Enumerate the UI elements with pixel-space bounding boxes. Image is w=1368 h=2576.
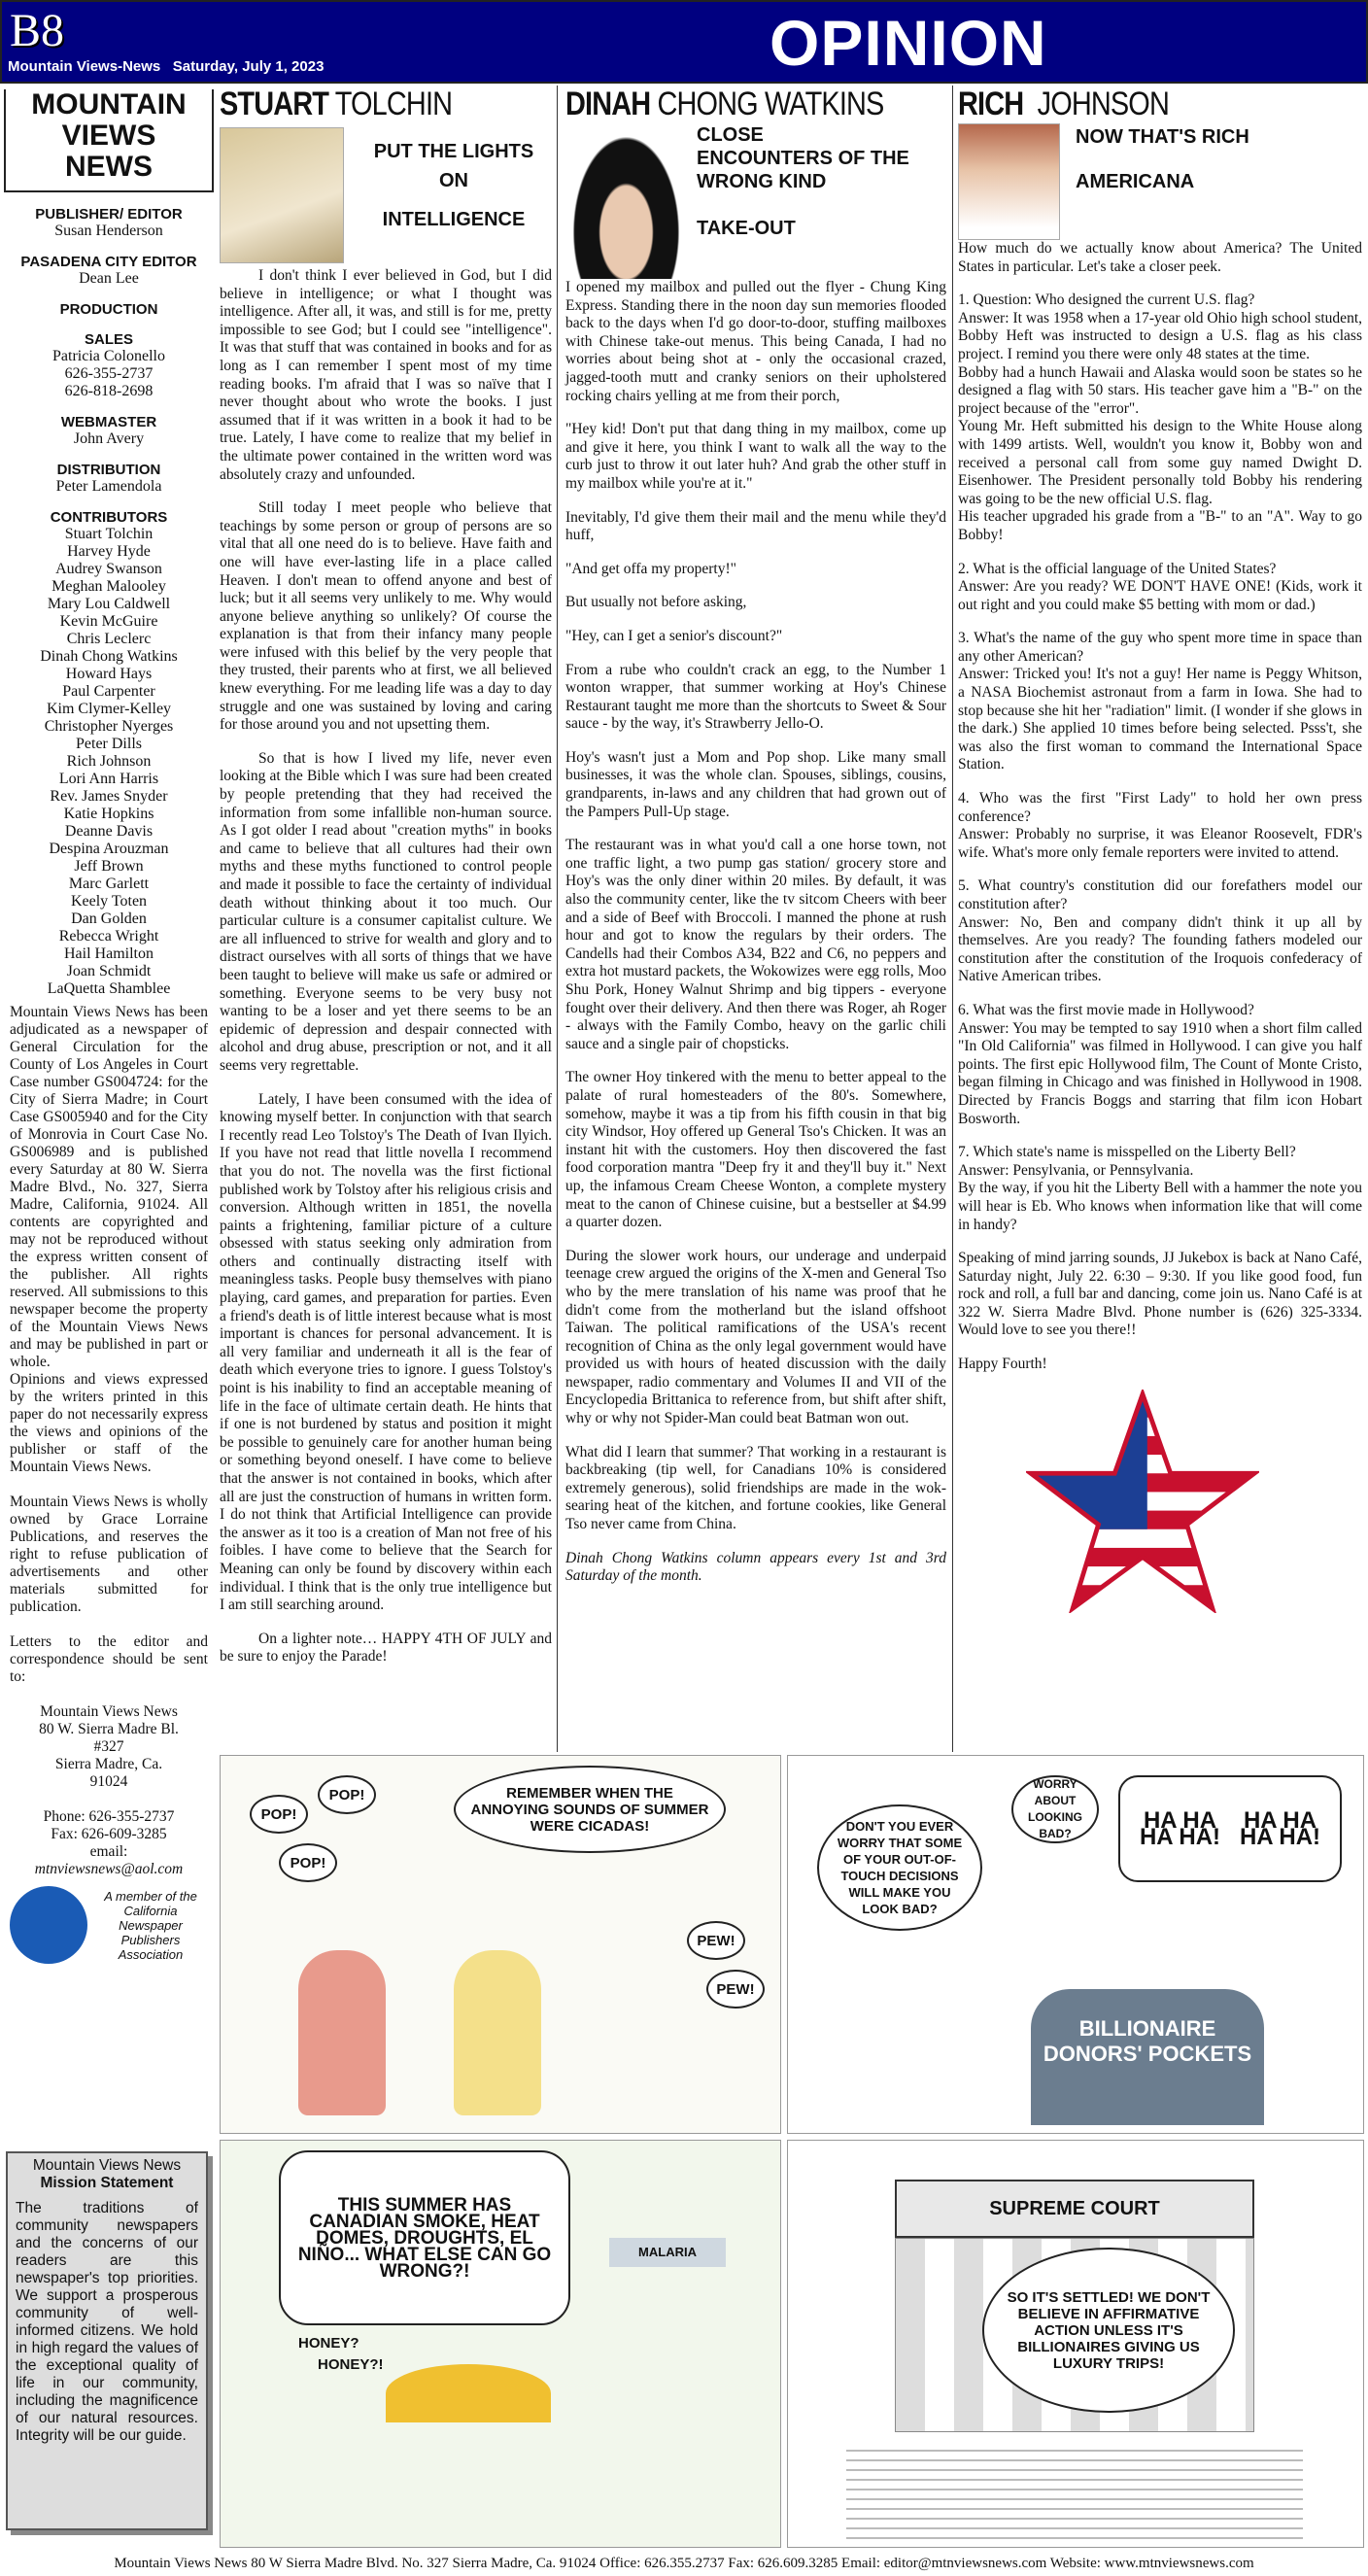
article-paragraph: 3. What's the name of the guy who spent more time in space than any other American? Answer: Tricked you! It's not a guy! Her name is Peggy Whitson, a NASA Biochemist astronaut from a farm in Iowa. She had to stop because she hit her "radiation" limit. (I wonder if she glows in the dark.) She applied 10 times before being selected. Psss't, she was also the first woman to command the International Space Station.: [958, 630, 1362, 773]
headline: PUT THE LIGHTS ON INTELLIGENCE: [373, 141, 534, 230]
masthead-title: [4, 89, 214, 192]
article-paragraph: I don't think I ever believed in God, but I did believe in intelligence; or what I thought was intelligence. After all, it was, and still is for me, pretty impossible to see God; but I could see "intelligence". It was that stuff that was contained in books and for as long as I can remember I spent most of my time reading books. I'm afraid that I was so naïve that I never thought about who wrote the books. I just assumed that if it was written in a book it had to be true. Lately, I have come to realize that my belief in the ultimate power contained in the written word was absolutely crazy and unfounded.: [220, 267, 552, 483]
sound-effect: PEW!: [687, 1921, 745, 1960]
cartoon-cicadas: [220, 1755, 781, 2134]
article-paragraph: How much do we actually know about America? The United States in particular. Let's take a closer peek.: [958, 240, 1362, 275]
dateline: [8, 58, 324, 75]
phone: Phone: 626-355-2737: [43, 1808, 175, 1825]
staff-names: Stuart Tolchin Harvey Hyde Audrey Swanson Meghan Malooley Mary Lou Caldwell Kevin McGuire Chris Leclerc Dinah Chong Watkins Howard Hays Paul Carpenter Kim Clymer-Kelley Christopher Nyerges Peter Dills Rich Johnson Lori Ann Harris Rev. James Snyder Katie Hopkins Deanne Davis Despina Arouzman Jeff Brown Marc Garlett Keely Toten Dan Golden Rebecca Wright Hail Hamilton Joan Schmidt LaQuetta Shamblee: [40, 526, 178, 997]
sound-effect: PEW!: [706, 1970, 765, 2009]
mailing-address: Mountain Views News 80 W. Sierra Madre Bl. #327 Sierra Madre, Ca. 91024: [39, 1703, 179, 1790]
article-paragraph: 4. Who was the first "First Lady" to hold her own press conference? Answer: Probably no surprise, it was Eleanor Roosevelt, FDR's wife. What's more only female reporters were invited to attend.: [958, 790, 1362, 861]
mission-statement: [6, 2151, 208, 2530]
cnpa-text: A member of the California Newspaper Publishers Association: [104, 1888, 197, 1962]
column-divider: [557, 86, 558, 1752]
article-body: [565, 279, 946, 1534]
page-footer: Mountain Views News 80 W Sierra Madre Blvd. No. 327 Sierra Madre, Ca. 91024 Office: 626.355.2737 Fax: 626.609.3285 Email: editor@mtnviewsnews.com Website: www.mtnviewsnews.com: [114, 2556, 1254, 2571]
author-photo: [220, 127, 344, 263]
article-paragraph: What did I learn that summer? That working in a restaurant is backbreaking (tip well, for Canadians 10% is considered extremely generous), solid friendships are made in the wok-searing heat of the kitchen, and fortune cookies, like General Tso never came from China.: [565, 1443, 946, 1533]
article-paragraph: "Hey, can I get a senior's discount?": [565, 627, 783, 644]
cartoon-summer-disasters: [220, 2140, 781, 2548]
masthead-sidebar: [4, 84, 214, 2547]
byline: DINAH CHONG WATKINS: [565, 86, 884, 122]
email-link[interactable]: mtnviewsnews@aol.com: [34, 1861, 184, 1877]
legal-notice: [4, 998, 214, 1970]
subhead: TAKE-OUT: [697, 218, 796, 239]
article-paragraph: Happy Fourth!: [958, 1356, 1047, 1373]
article-paragraph: 6. What was the first movie made in Hollywood? Answer: You may be tempted to say 1910 when a short film called "In Old California" was filmed in Hollywood. I can give you half points. The first epic Hollywood film, The Count of Monte Cristo, began filming in Chicago and was finished in Hollywood in 1908. Directed by Francis Boggs and starring that film icon Hobart Bosworth.: [958, 1001, 1362, 1127]
staff-names: Patricia Colonello 626-355-2737 626-818-2698: [52, 348, 165, 399]
mission-heading: Mission Statement: [40, 2175, 174, 2191]
letters-text: Letters to the editor and correspondence should be sent to:: [10, 1633, 208, 1685]
masthead-line: VIEWS: [61, 120, 156, 152]
staff-role: WEBMASTER: [60, 414, 157, 430]
staff-names: Susan Henderson: [54, 223, 163, 239]
article-paragraph: Speaking of mind jarring sounds, JJ Jukebox is back at Nano Café, Saturday night, July 22. 6:30 – 9:30. If you like good food, fun rock and roll, a full bar and dancing, come join us. Nano Café is at 322 W. Sierra Madre Blvd. Phone number is (626) 325-3334. Would love to see you there!!: [958, 1250, 1362, 1339]
article-paragraph: 1. Question: Who designed the current U.S. flag? Answer: It was 1958 when a 17-year old Ohio high school student, Bobby Heft was instructed to design a U.S. flag as his class project. I remind you there were only 48 states at the time. Bobby had a hunch Hawaii and Alaska would soon be states so he designed a flag with 50 stars. His teacher gave him a "B-" on the project because of the "error". Young Mr. Heft submitted his design to the White House along with 1499 artists. Well, wouldn't you know it, Bobby won and received a personal call from some guy named Dwight D. Eisenhower. The President personally told Bobby his rendering was going to be the new official U.S. flag. His teacher upgraded his grade from a "B-" to an "A". Way to go Bobby!: [958, 292, 1362, 543]
cartoon-affirmative-action: [787, 2140, 1364, 2548]
article-paragraph: Still today I meet people who believe that teachings by some person or group of persons are so vital that all one need do is to believe. Have faith and one will have ever-lasting life in a place called Heaven. I don't mean to offend anyone and best of luck; but it all seems very unlikely to me. Why would anyone believe anything so unlikely? Of course the explanation is that from their infancy many people were infused with this belief by the very people that they trusted, their parents who at first, we all believed knew everything. For me leading life was a day to day struggle and one was sustained by loving and caring for those around you and not upsetting them.: [220, 499, 552, 734]
staff-names: Peter Lamendola: [55, 478, 162, 495]
column-divider: [952, 86, 953, 1752]
article-paragraph: So that is how I lived my life, never even looking at the Bible which I was sure had been created by people pretending that they had received the information from some infallible non-human source. As I got older I read about "creation myths" in books and came to believe that all cultures had their own myths and these myths functioned to control people and made it possible to face the certainty of individual death without thinking about it too much. Our particular culture is a consumer capitalist culture. We are all influenced to strive for wealth and glory and to distract ourselves with all sorts of things that we have been taught to believe will make us safe or admired or something. Everyone seems to be very busy not wanting to be a loser and yet there seems to be an epidemic of depression and despair connected with alcohol and drug abuse, prescription or not, and it all seems very regrettable.: [220, 749, 552, 1074]
page-number: B8: [10, 5, 65, 56]
umbrella-illustration: [386, 2364, 551, 2422]
staff-names: Dean Lee: [79, 270, 139, 287]
court-steps: [846, 2442, 1303, 2548]
article-paragraph: But usually not before asking,: [565, 594, 747, 611]
disclaimer-text: Opinions and views expressed by the writers printed in this paper do not necessarily express the views and opinions of the publisher or staff of the Mountain Views News.: [10, 1371, 208, 1475]
caption: HONEY?!: [318, 2356, 384, 2373]
mission-text: The traditions of community newspapers and the concerns of our readers are this newspaper's top priorities. We support a prosperous community of well-informed citizens. We hold in high regard the values of the exceptional quality of life in our community, including the magnificence of our natural resources. Integrity will be our guide.: [16, 2200, 198, 2444]
article-paragraph: 5. What country's constitution did our forefathers model our constitution after? Answer: No, Ben and company didn't think it up all by themselves. Are you ready? The founding fathers modeled our constitution after the constitution of the Iroquois confederacy of Native American tribes.: [958, 877, 1362, 985]
byline: STUART TOLCHIN: [220, 86, 453, 122]
american-flag-star-icon: [1026, 1390, 1259, 1613]
staff-list: [4, 206, 214, 998]
fax: Fax: 626-609-3285: [51, 1826, 167, 1842]
mission-paper: Mountain Views News: [32, 2157, 182, 2174]
article-paragraph: I opened my mailbox and pulled out the flyer - Chung King Express. Standing there in the noon day sun memories flooded back to the days when I'd go door-to-door, stuffing mailboxes with Chinese take-out menus. This being Canada, I had no worries about being shot at - only the occasional crazed, jagged-tooth mutt and cranky seniors on their upholstered rocking chairs yelling at me from their porch,: [565, 279, 946, 404]
speech-bubble: REMEMBER WHEN THE ANNOYING SOUNDS OF SUMMER WERE CICADAS!: [454, 1766, 726, 1853]
cnpa-badge: [10, 1886, 208, 1964]
mosquito-label: MALARIA: [609, 2238, 726, 2267]
figure-illustration: [298, 1950, 386, 2115]
article-body: [220, 267, 552, 1666]
headline: CLOSE ENCOUNTERS OF THE WRONG KIND TAKE-OUT: [697, 124, 909, 239]
article-paragraph: During the slower work hours, our underage and underpaid teenage crew argued the origins of the X-men and General Tso who by the mere translation of his name was proof that he didn't come from the motherland but the island offshoot Taiwan. The political ramifications of the USA's recent recognition of China as the only legal government would have provided us with hours of heated discussion with the daily newspaper, radio commentary and Volumes II and VII of the Encyclopedia Brittanica to reference from, but shift after shift, why or why not Spider-Man could beat Batman won out.: [565, 1247, 946, 1427]
article-paragraph: "Hey kid! Don't put that dang thing in my mailbox, come up and give it here, you think I want to walk all the way to the curb just to throw it out later huh? And grab the other stuff in my mailbox while you're at it.": [565, 421, 946, 492]
sound-effect: POP!: [279, 1843, 337, 1882]
figure-illustration: [454, 1950, 541, 2115]
johnson-column: [958, 86, 1362, 1618]
speech-bubble: WORRY ABOUT LOOKING BAD?: [1011, 1775, 1099, 1843]
article-paragraph: Lately, I have been consumed with the idea of knowing myself better. In conjunction with that search I recently read Leo Tolstoy's The Death of Ivan Ilyich. If you have not read that little novella I recommend that you do not. The novella was the first fictional published work by Tolstoy after his religious crisis and conversion. Although written in 1851, the novella paints a frightening, familiar picture of a culture obsessed with status seeking only admiration from others and continually distracting itself with meaningless tasks. People busy themselves with piano playing, card games, and preparation for parties. Even a friend's death is of little interest because what is most important is chances for personal advancement. It is all very familiar and underneath it all is the fear of death which everyone tries to ignore. I guess Tolstoy's point is his inability to find an acceptable meaning of life in the face of ultimate certain death. He hints that if one is not burdened by status and position it might be possible to genuinely care for another human being or something beyond oneself. I have come to believe that the answer is not contained in books, which after all are just the construction of humans in written form. I do not think that Artificial Intelligence can provide the answer as it too is a creation of Man not free of his foibles. I have come to believe that the Search for Meaning can only be found by discovery within each individual. I think that is the only true intelligence but I am still searching around.: [220, 1090, 552, 1614]
staff-role: PUBLISHER/ EDITOR: [35, 206, 183, 223]
staff-role: PRODUCTION: [59, 301, 158, 318]
speech-bubble: DON'T YOU EVER WORRY THAT SOME OF YOUR OUT-OF-TOUCH DECISIONS WILL MAKE YOU LOOK BAD?: [817, 1804, 982, 1931]
masthead-line: NEWS: [65, 151, 153, 183]
cnpa-bear-logo-icon: [10, 1886, 87, 1964]
article-paragraph: 2. What is the official language of the United States? Answer: Are you ready? WE DON'T HAVE ONE! (Kids, work it out right and you could make $5 betting with mom or dad.): [958, 560, 1362, 613]
paper-name: Mountain Views-News: [8, 58, 161, 75]
masthead-line: MOUNTAIN: [31, 88, 187, 120]
author-photo: [565, 123, 687, 279]
article-body: [958, 240, 1362, 1374]
tolchin-column: [220, 86, 552, 1682]
headline: NOW THAT'S RICH AMERICANA: [1076, 126, 1249, 192]
watkins-column: [565, 86, 946, 1601]
speech-bubble: SO IT'S SETTLED! WE DON'T BELIEVE IN AFFIRMATIVE ACTION UNLESS IT'S BILLIONAIRES GIVING US LUXURY TRIPS!: [982, 2248, 1235, 2413]
email-label: email:: [89, 1843, 128, 1860]
adjudication-text: Mountain Views News has been adjudicated as a newspaper of General Circulation for the County of Los Angeles in Court Case number GS004724: for the City of Sierra Madre; in Court Case GS005940 and for the City of Monrovia in Court Case No. GS006989 and is published every Saturday at 80 W. Sierra Madre Blvd., No. 327, Sierra Madre, California, 91024. All contents are copyrighted and may not be reproduced without the express written consent of the publisher. All rights reserved. All submissions to this newspaper become the property of the Mountain Views News and may be published in part or whole.: [10, 1004, 208, 1370]
staff-role: PASADENA CITY EDITOR: [20, 254, 197, 270]
cartoon-supreme-court-donors: [787, 1755, 1364, 2134]
article-paragraph: On a lighter note… HAPPY 4TH OF JULY and be sure to enjoy the Parade!: [220, 1630, 552, 1666]
article-paragraph: The owner Hoy tinkered with the menu to better appeal to the palate of rural homesteaders of the 80's. Somewhere, somehow, maybe it was a tip from his fifth cousin in that big city Windsor, Hoy offered up General Tso's Chicken. It was an instant hit with the customers. Hoy then discovered the fast food corporation mantra "Deep fry it and they'll buy it." Next up, the infamous Cream Cheese Wonton, a complete mystery meat to the canon of Chinese cuisine, but a bestseller at $4.99 a quarter dozen.: [565, 1069, 946, 1231]
ownership-text: Mountain Views News is wholly owned by Grace Lorraine Publications, and reserves the right to refuse publication of advertisements and other materials submitted for publication.: [10, 1494, 208, 1615]
sound-effect: POP!: [250, 1795, 308, 1834]
article-paragraph: The restaurant was in what you'd call a one horse town, not one traffic light, a two pump gas station/ grocery store and Hoy's was the only diner within 20 miles. By default, it was also the community center, like the tv sitcom Cheers with beer and a side of Beef with Broccoli. I manned the phone at rush hour and got to know the regulars by their orders. The Candells had their Combos A34, B22 and C6, no peppers and extra hot mustard packets, the Wokowizes were egg rolls, Moo Shu Pork, Honey Walnut Shrimp and big tippers - everyone fought over their delivery. And then there was Roger, ah Roger - always with the Family Combo, heavy on the garlic chili sauce and a single pair of chopsticks.: [565, 837, 946, 1052]
staff-role: DISTRIBUTION: [56, 462, 161, 478]
page-header: [0, 0, 1368, 84]
staff-names: John Avery: [73, 430, 145, 447]
article-paragraph: 7. Which state's name is misspelled on the Liberty Bell? Answer: Pensylvania, or Pennsylvania. By the way, if you hit the Liberty Bell with a hammer the note you will hear is Eb. Who knows when information like that will come in handy?: [958, 1144, 1362, 1233]
column-note: Dinah Chong Watkins column appears every 1st and 3rd Saturday of the month.: [565, 1549, 946, 1585]
pocket-label: BILLIONAIRE DONORS' POCKETS: [1031, 1989, 1264, 2125]
section-title: OPINION: [770, 7, 1047, 79]
staff-role: CONTRIBUTORS: [50, 509, 168, 526]
staff-role: SALES: [84, 331, 133, 348]
article-paragraph: Inevitably, I'd give them their mail and the menu while they'd huff,: [565, 508, 946, 544]
article-paragraph: Hoy's wasn't just a Mom and Pop shop. Like many small businesses, it was the whole clan. Spouses, siblings, cousins, grandparents, in-laws and any children that had grown out of the Pampers Pull-Up stage.: [565, 748, 946, 820]
sound-effect: POP!: [318, 1775, 376, 1814]
article-paragraph: From a rube who couldn't crack an egg, to the Number 1 wonton wrapper, that summer working at Hoy's Chinese Restaurant taught me more than the shortcuts to Sweet & Sour sauce - by the way, it's Strawberry Jello-O.: [565, 661, 946, 733]
byline: RICH JOHNSON: [958, 86, 1169, 122]
author-photo: [958, 123, 1060, 240]
speech-bubble: HA HA HA HA! HA HA HA HA!: [1118, 1775, 1342, 1882]
speech-bubble: THIS SUMMER HAS CANADIAN SMOKE, HEAT DOMES, DROUGHTS, EL NIÑO... WHAT ELSE CAN GO WRONG?!: [279, 2150, 570, 2325]
article-paragraph: "And get offa my property!": [565, 560, 736, 577]
issue-date: Saturday, July 1, 2023: [172, 58, 325, 75]
court-sign: SUPREME COURT: [895, 2180, 1254, 2238]
caption: HONEY?: [298, 2335, 359, 2352]
